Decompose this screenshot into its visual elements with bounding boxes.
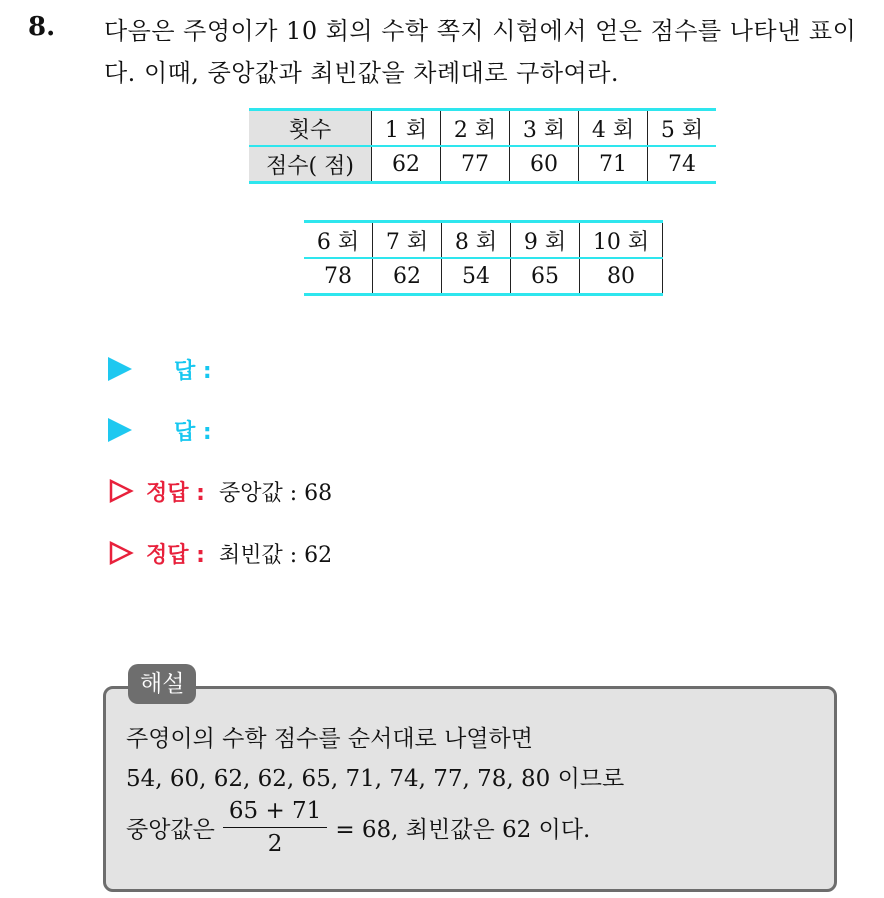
table-cell: 2 회 — [441, 110, 510, 147]
row-header-rounds: 횟수 — [249, 110, 372, 147]
fraction-denominator: 2 — [267, 831, 283, 857]
score-table-1 — [249, 108, 716, 184]
play-arrow-icon — [108, 357, 132, 381]
correct-label: 정답 : — [146, 480, 205, 506]
table-cell: 1 회 — [372, 110, 441, 147]
play-arrow-icon — [108, 418, 132, 442]
outline-arrow-icon — [108, 478, 134, 504]
table-cell: 62 — [373, 258, 442, 295]
correct-label: 정답 : — [146, 542, 205, 568]
row-header-scores: 점수( 점) — [249, 146, 372, 183]
correct-answer-1 — [108, 471, 332, 511]
explanation-suffix: = 68, 최빈값은 62 이다. — [335, 817, 591, 843]
explanation-line-1: 주영이의 수학 점수를 순서대로 나열하면 — [126, 726, 533, 752]
explanation-tag: 해설 — [128, 664, 196, 704]
table-cell: 8 회 — [442, 222, 511, 259]
table-cell: 71 — [579, 146, 648, 183]
table-cell: 10 회 — [580, 222, 663, 259]
fraction — [223, 798, 327, 857]
question-text: 다음은 주영이가 10 회의 수학 쪽지 시험에서 얻은 점수를 나타낸 표이다. 이때, 중앙값과 최빈값을 차례대로 구하여라. — [104, 17, 857, 87]
table-row — [304, 222, 663, 259]
table-cell: 7 회 — [373, 222, 442, 259]
explanation-prefix: 중앙값은 — [126, 817, 215, 843]
table-cell: 5 회 — [648, 110, 717, 147]
table-cell: 4 회 — [579, 110, 648, 147]
question-number: 8. — [28, 12, 56, 42]
table-cell: 54 — [442, 258, 511, 295]
answer-blank-1 — [108, 349, 212, 389]
table-cell: 80 — [580, 258, 663, 295]
outline-arrow-icon — [108, 540, 134, 566]
table-cell: 6 회 — [304, 222, 373, 259]
correct-value: 중앙값 : 68 — [218, 480, 333, 506]
explanation-line-2: 54, 60, 62, 62, 65, 71, 74, 77, 78, 80 이므로 — [126, 766, 625, 792]
score-table-2 — [304, 220, 663, 296]
answer-blank-2 — [108, 410, 212, 450]
table-cell: 60 — [510, 146, 579, 183]
table-cell: 77 — [441, 146, 510, 183]
table-row — [304, 258, 663, 295]
table-cell: 78 — [304, 258, 373, 295]
table-cell: 65 — [511, 258, 580, 295]
explanation-line-3 — [126, 798, 590, 857]
answer-label: 답 : — [174, 419, 212, 445]
table-cell: 74 — [648, 146, 717, 183]
table-cell: 9 회 — [511, 222, 580, 259]
table-cell: 3 회 — [510, 110, 579, 147]
table-cell: 62 — [372, 146, 441, 183]
table-row — [249, 146, 716, 183]
correct-value: 최빈값 : 62 — [218, 542, 333, 568]
fraction-numerator: 65 + 71 — [223, 798, 327, 828]
correct-answer-2 — [108, 533, 332, 573]
table-row — [249, 110, 716, 147]
answer-label: 답 : — [174, 358, 212, 384]
